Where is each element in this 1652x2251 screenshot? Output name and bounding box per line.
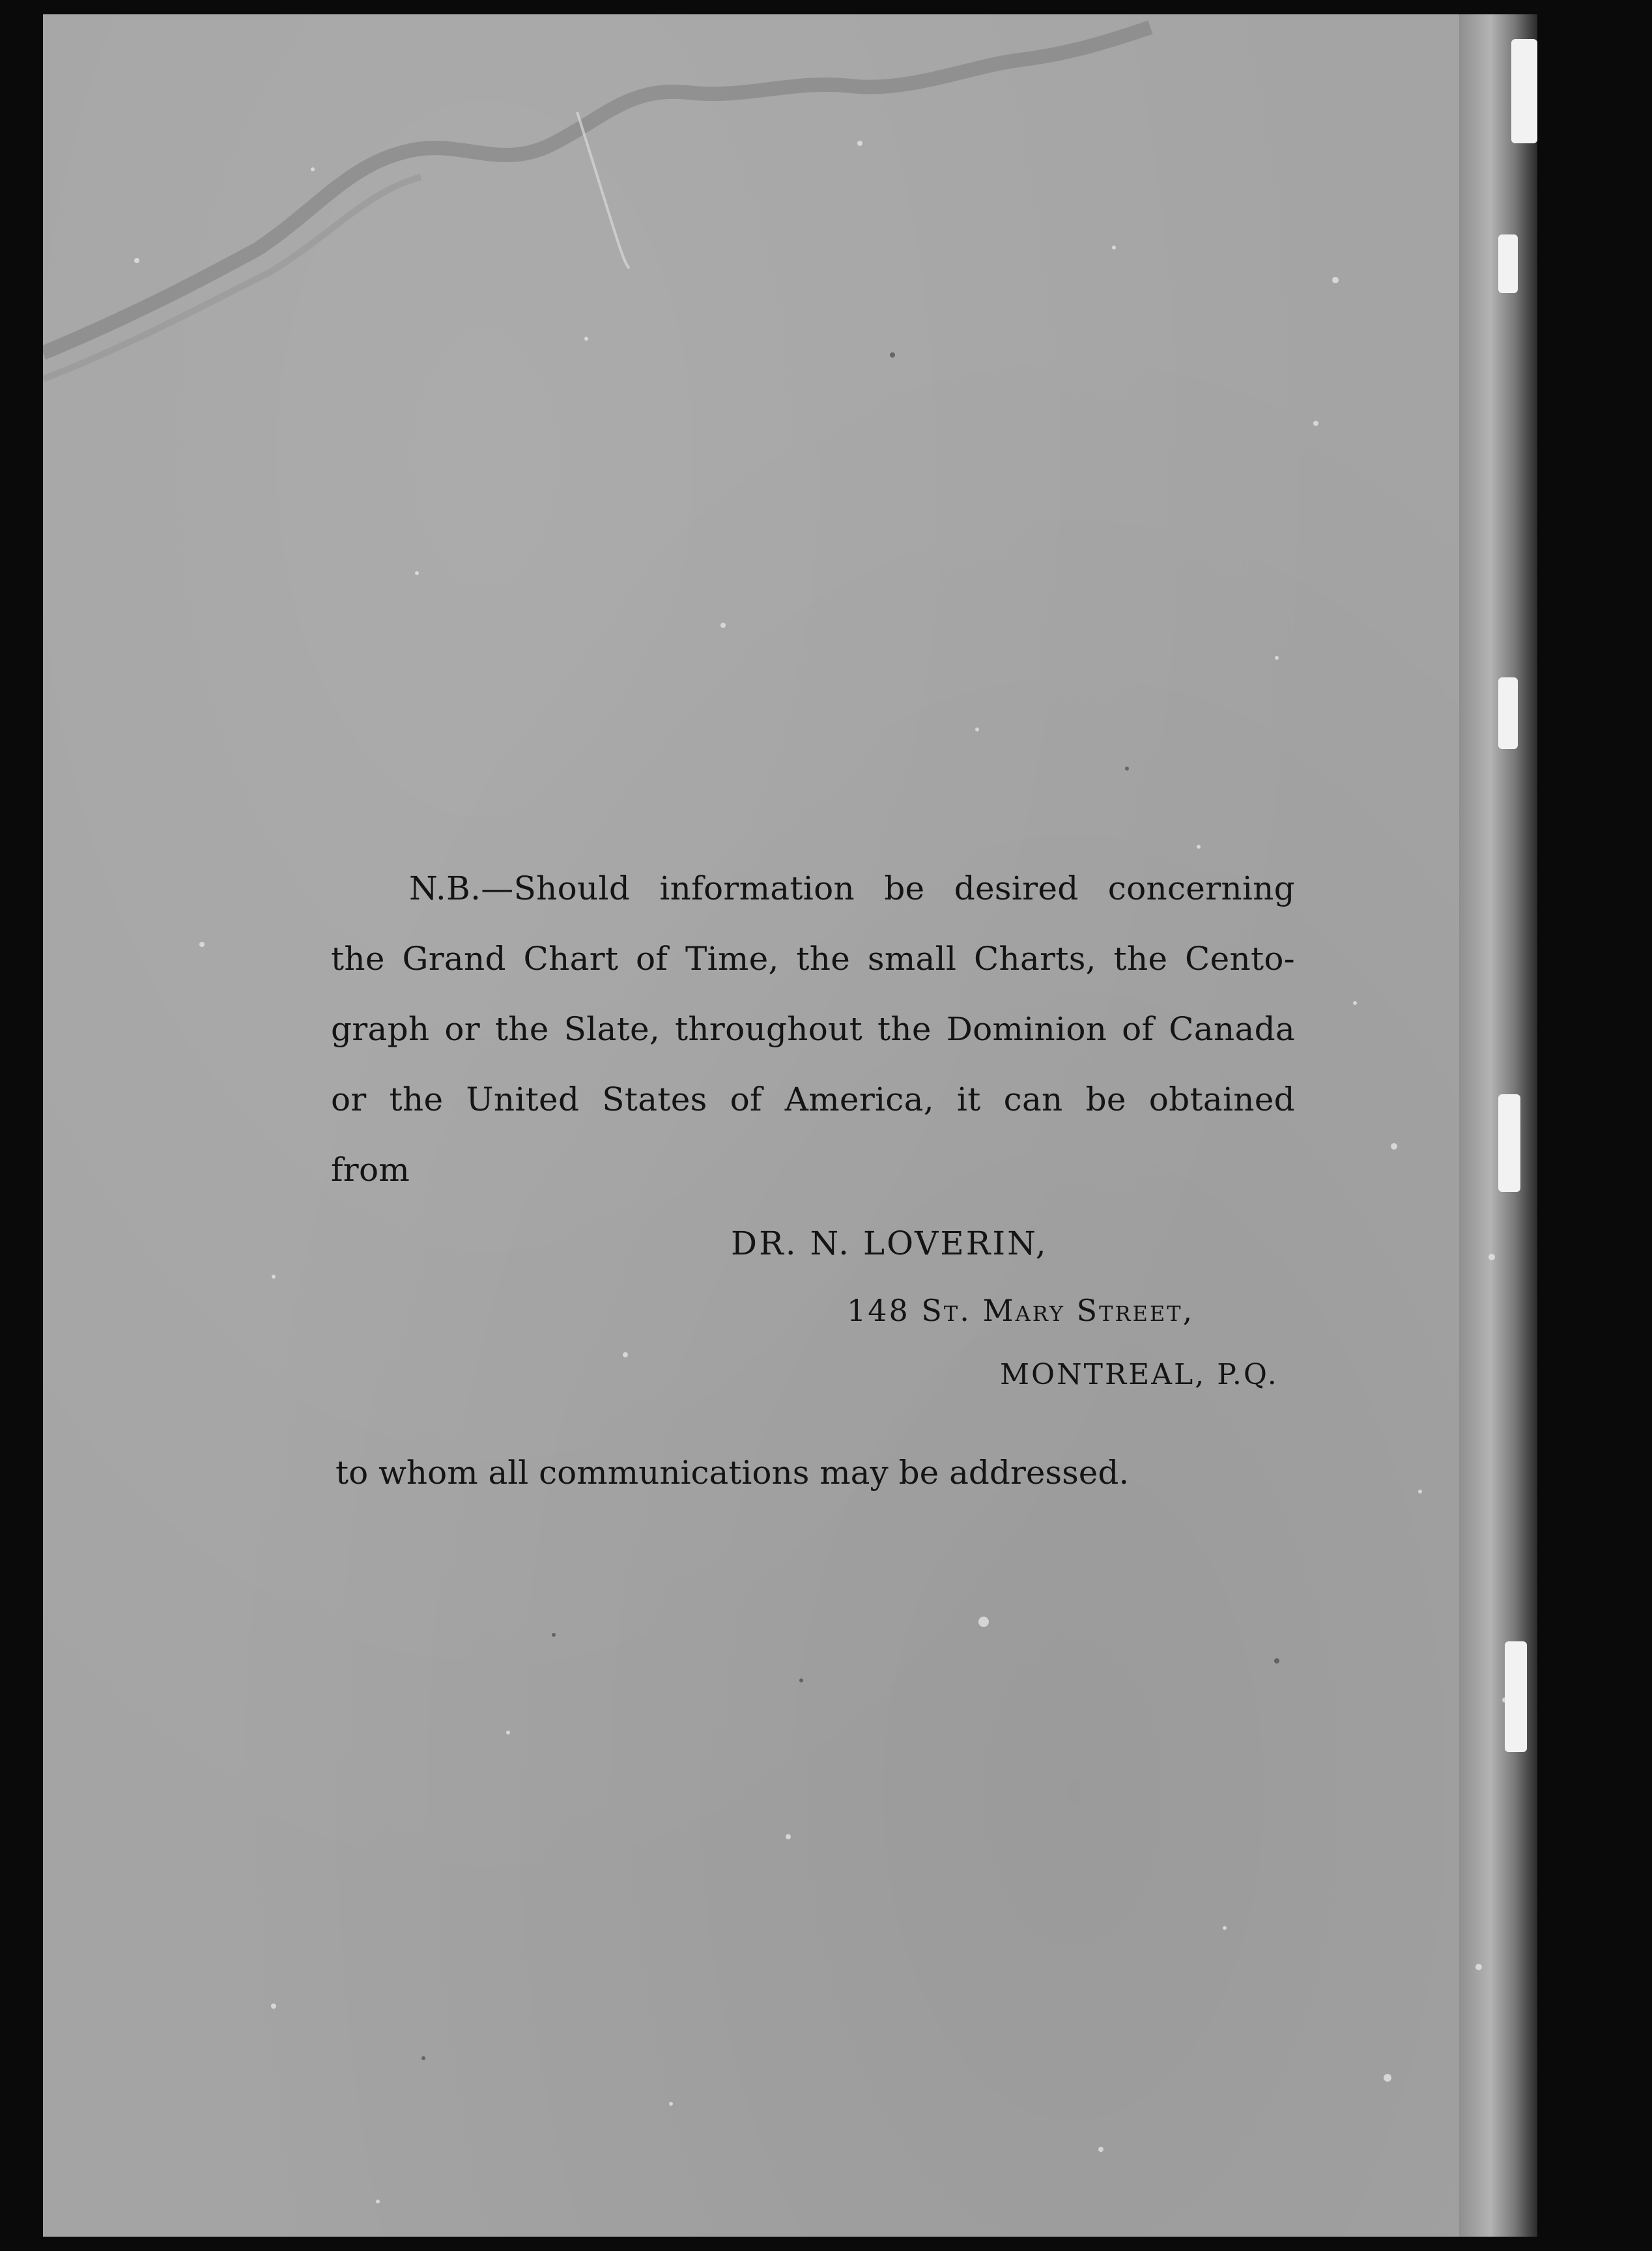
notice-line: N.B.—Should information be desired concerning [409,870,1295,907]
closing-line: to whom all communications may be addressed. [335,1454,1130,1492]
notice-line: or the United States of America, it can be obtained [331,1081,1295,1118]
notice-line: graph or the Slate, throughout the Dominion of Canada [331,1010,1295,1048]
notice-line: from [331,1151,410,1189]
water-stain [43,14,1515,470]
notice-line: the Grand Chart of Time, the small Charts, the Cento- [331,940,1295,978]
address-name: DR. N. LOVERIN, [731,1225,1048,1262]
address-city: MONTREAL, P.Q. [1000,1358,1279,1391]
spine-edge [1459,14,1537,2237]
address-street: 148 St. Mary Street, [847,1293,1195,1328]
notice-paragraph [331,853,1295,1205]
